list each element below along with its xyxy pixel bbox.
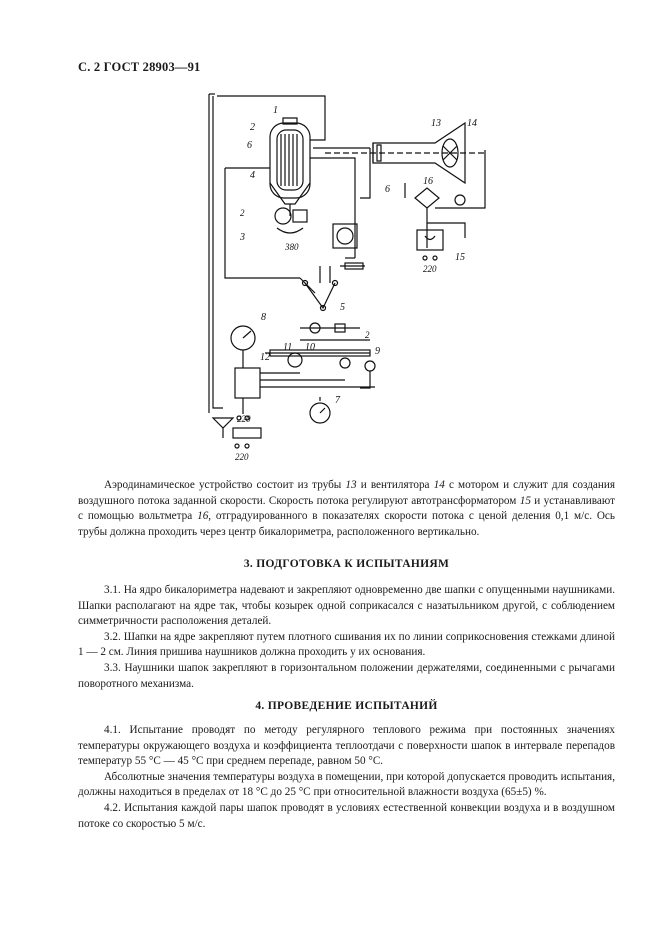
label-12: 12 [260, 352, 270, 363]
section-3-title: 3. ПОДГОТОВКА К ИСПЫТАНИЯМ [243, 558, 450, 570]
gauge-6 [337, 228, 353, 244]
rotation-motor [275, 208, 307, 233]
element-9 [365, 361, 375, 371]
label-2: 2 [250, 122, 255, 133]
label-terminal-2b: 2 [365, 330, 370, 340]
label-16: 16 [423, 176, 433, 187]
label-220-a: 220 [237, 414, 251, 424]
label-15: 15 [455, 252, 465, 263]
para-4-2: 4.2. Испытания каждой пары шапок проводят в условиях естественной конвекции воздуха и в воздушном потоке со скоростью 5 м/с. [78, 801, 615, 830]
label-9: 9 [375, 346, 380, 357]
section-4-body [78, 723, 615, 832]
label-1: 1 [273, 105, 278, 116]
label-5: 5 [340, 302, 345, 313]
label-220-c: 220 [423, 264, 437, 274]
label-220-b: 220 [235, 452, 249, 462]
label-3: 3 [240, 232, 245, 243]
stopwatch-7 [310, 397, 330, 423]
para-4-abs: Абсолютные значения температуры воздуха в помещении, при которой допускается проводить испытания, должны находиться в пределах от 18 °С до 25 °С при относительной влажности воздуха (65±5) %. [78, 770, 615, 799]
bicalorimeter [270, 118, 310, 216]
rectifier-bottom [213, 418, 233, 428]
gauge-8 [231, 326, 255, 368]
label-6b: 6 [385, 184, 390, 195]
section-4-title: 4. ПРОВЕДЕНИЕ ИСПЫТАНИЙ [255, 700, 438, 712]
label-7: 7 [335, 395, 340, 406]
para-4-1: 4.1. Испытание проводят по методу регулярного теплового режима при постоянных значениях температуры окружающего воздуха и коэффициента теплоотдачи с поверхности шапок в интервале перепадов температур 55 °С — 45 °С при среднем перепаде, равном 50 °С. [78, 724, 615, 768]
label-11: 11 [283, 342, 293, 353]
wind-tunnel [325, 123, 485, 183]
label-14: 14 [467, 118, 477, 129]
intro-paragraph: Аэродинамическое устройство состоит из трубы 13 и вентилятора 14 с мотором и служит для создания воздушного потока заданной скорости. Скорость потока регулируют автотрансформатором 15 и устанавливают с помощью вольтметра 16, отградуированного в показателях скорости потока с ценой деления 0,1 м/с. Ось трубы должна проходить через центр бикалориметра, расположенного вертикально. [78, 479, 616, 538]
label-terminal-2a: 2 [240, 208, 245, 218]
label-8: 8 [261, 312, 266, 323]
section-3-body [78, 583, 615, 692]
wire-left [213, 96, 223, 408]
label-13: 13 [431, 118, 441, 129]
apparatus-diagram [195, 88, 515, 468]
block-12 [235, 368, 260, 398]
resistor-11 [288, 353, 302, 367]
label-4: 4 [250, 170, 255, 181]
para-3-2: 3.2. Шапки на ядре закрепляют путем плотного сшивания их по линии соприкосновения стежками длиной 1 — 2 см. Линия пришива наушников должна проходить у их основания. [78, 630, 615, 659]
para-3-3: 3.3. Наушники шапок закрепляют в горизонтальном положении держателями, соединенными с рычагами поворотного механизма. [78, 661, 615, 690]
rectifier-top [415, 188, 439, 208]
label-10: 10 [305, 342, 315, 353]
diagram-svg [195, 88, 515, 468]
para-3-1: 3.1. На ядро бикалориметра надевают и закрепляют одновременно две шапки с опущенными наушниками. Шапки располагают на ядре так, чтобы козырек одной соприкасался с назатыльником другой, с соблюдением симметричности расположения деталей. [78, 584, 615, 628]
page-header: С. 2 ГОСТ 28903—91 [78, 60, 201, 74]
label-6a: 6 [247, 140, 252, 151]
label-380: 380 [285, 242, 299, 252]
voltmeter-16 [455, 195, 465, 205]
